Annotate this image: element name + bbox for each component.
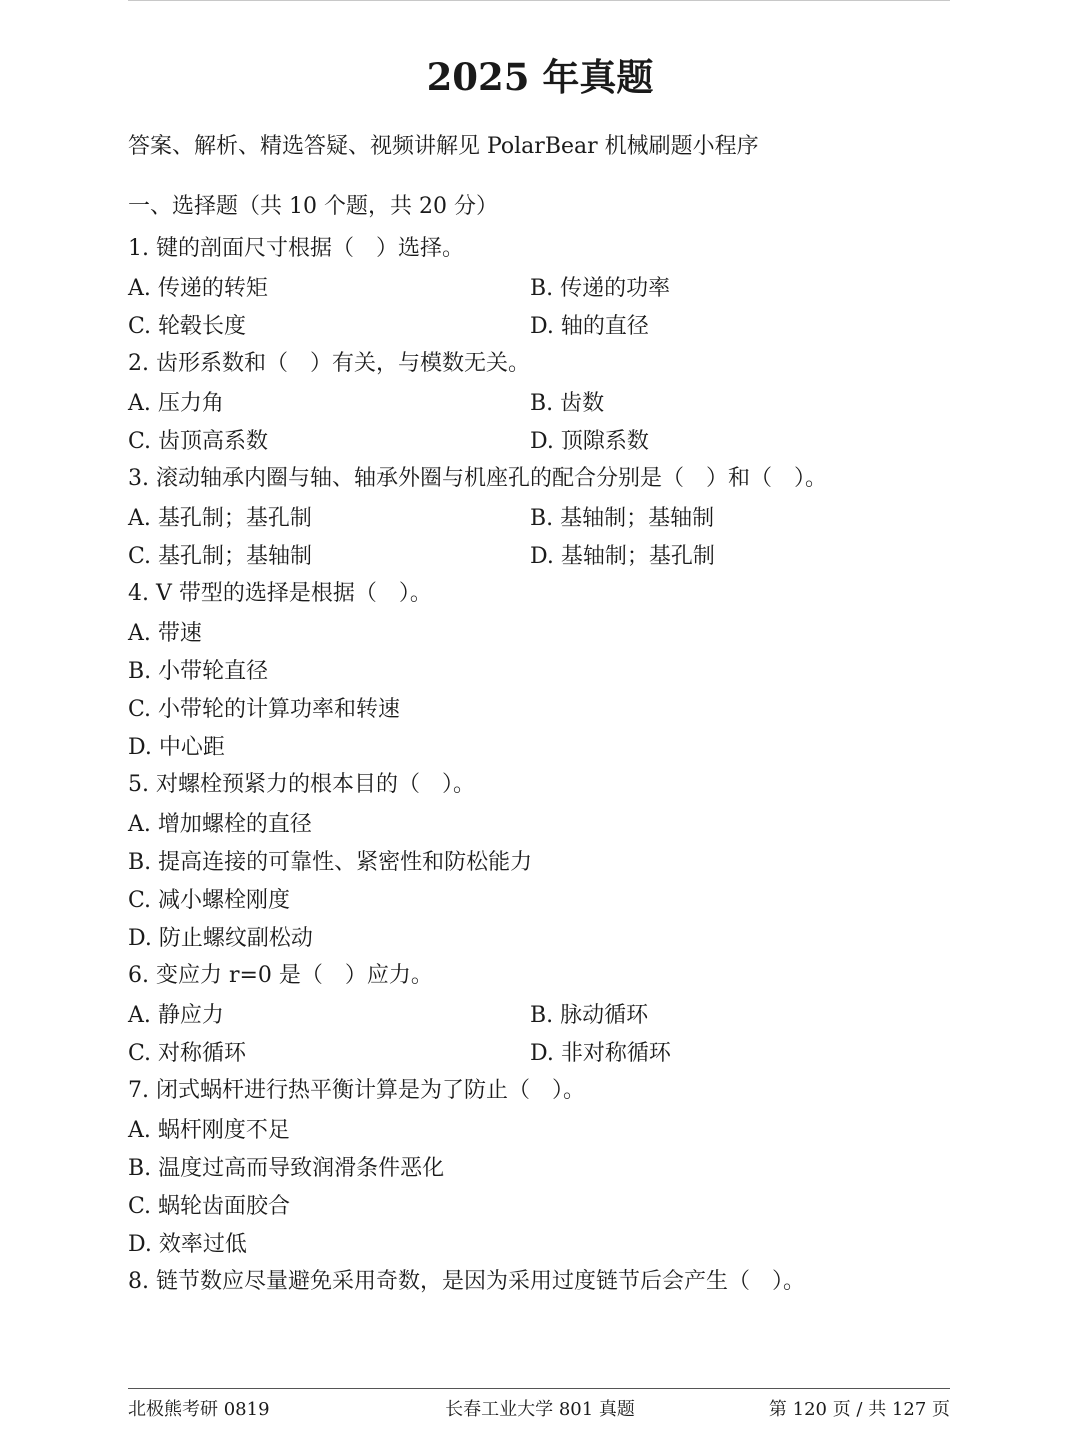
option-5d: D. 防止螺纹副松动: [128, 926, 313, 951]
option-6c: C. 对称循环: [128, 1041, 247, 1066]
option-6b: B. 脉动循环: [530, 1003, 649, 1028]
question-stem-3: 3. 滚动轴承内圈与轴、轴承外圈与机座孔的配合分别是（ ）和（ ）。: [128, 466, 827, 491]
option-7c: C. 蜗轮齿面胶合: [128, 1194, 291, 1219]
top-divider: [128, 0, 950, 1]
option-6a: A. 静应力: [128, 1003, 224, 1028]
option-4d: D. 中心距: [128, 735, 225, 760]
page-number: 第 120 页 / 共 127 页: [768, 1399, 950, 1420]
footer-divider: [128, 1388, 950, 1389]
question-stem-8: 8. 链节数应尽量避免采用奇数，是因为采用过度链节后会产生（ ）。: [128, 1269, 805, 1294]
question-stem-6: 6. 变应力 r=0 是（ ）应力。: [128, 963, 433, 988]
option-3b: B. 基轴制；基轴制: [530, 506, 715, 531]
question-stem-5: 5. 对螺栓预紧力的根本目的（ ）。: [128, 772, 475, 797]
option-7d: D. 效率过低: [128, 1232, 247, 1257]
page-title: 2025 年真题: [426, 55, 654, 99]
option-7a: A. 蜗杆刚度不足: [128, 1118, 290, 1143]
option-5a: A. 增加螺栓的直径: [128, 812, 312, 837]
option-1d: D. 轴的直径: [530, 314, 649, 339]
option-3a: A. 基孔制；基孔制: [128, 506, 312, 531]
option-3c: C. 基孔制；基轴制: [128, 544, 313, 569]
option-5c: C. 减小螺栓刚度: [128, 888, 291, 913]
question-stem-4: 4. V 带型的选择是根据（ ）。: [128, 581, 432, 606]
option-1b: B. 传递的功率: [530, 276, 671, 301]
option-2d: D. 顶隙系数: [530, 429, 649, 454]
option-3d: D. 基轴制；基孔制: [530, 544, 715, 569]
option-4b: B. 小带轮直径: [128, 659, 269, 684]
question-stem-2: 2. 齿形系数和（ ）有关，与模数无关。: [128, 351, 530, 376]
option-4c: C. 小带轮的计算功率和转速: [128, 697, 401, 722]
question-stem-1: 1. 键的剖面尺寸根据（ ）选择。: [128, 236, 464, 261]
option-2b: B. 齿数: [530, 391, 605, 416]
section-heading: 一、选择题（共 10 个题，共 20 分）: [128, 194, 498, 219]
option-5b: B. 提高连接的可靠性、紧密性和防松能力: [128, 850, 533, 875]
option-7b: B. 温度过高而导致润滑条件恶化: [128, 1156, 445, 1181]
option-1a: A. 传递的转矩: [128, 276, 268, 301]
option-6d: D. 非对称循环: [530, 1041, 671, 1066]
option-1c: C. 轮毂长度: [128, 314, 247, 339]
subtitle: 答案、解析、精选答疑、视频讲解见 PolarBear 机械刷题小程序: [128, 134, 759, 159]
footer-center: 长春工业大学 801 真题: [445, 1399, 635, 1420]
option-2a: A. 压力角: [128, 391, 224, 416]
option-2c: C. 齿顶高系数: [128, 429, 269, 454]
footer-left: 北极熊考研 0819: [128, 1399, 270, 1420]
option-4a: A. 带速: [128, 621, 202, 646]
question-stem-7: 7. 闭式蜗杆进行热平衡计算是为了防止（ ）。: [128, 1078, 585, 1103]
